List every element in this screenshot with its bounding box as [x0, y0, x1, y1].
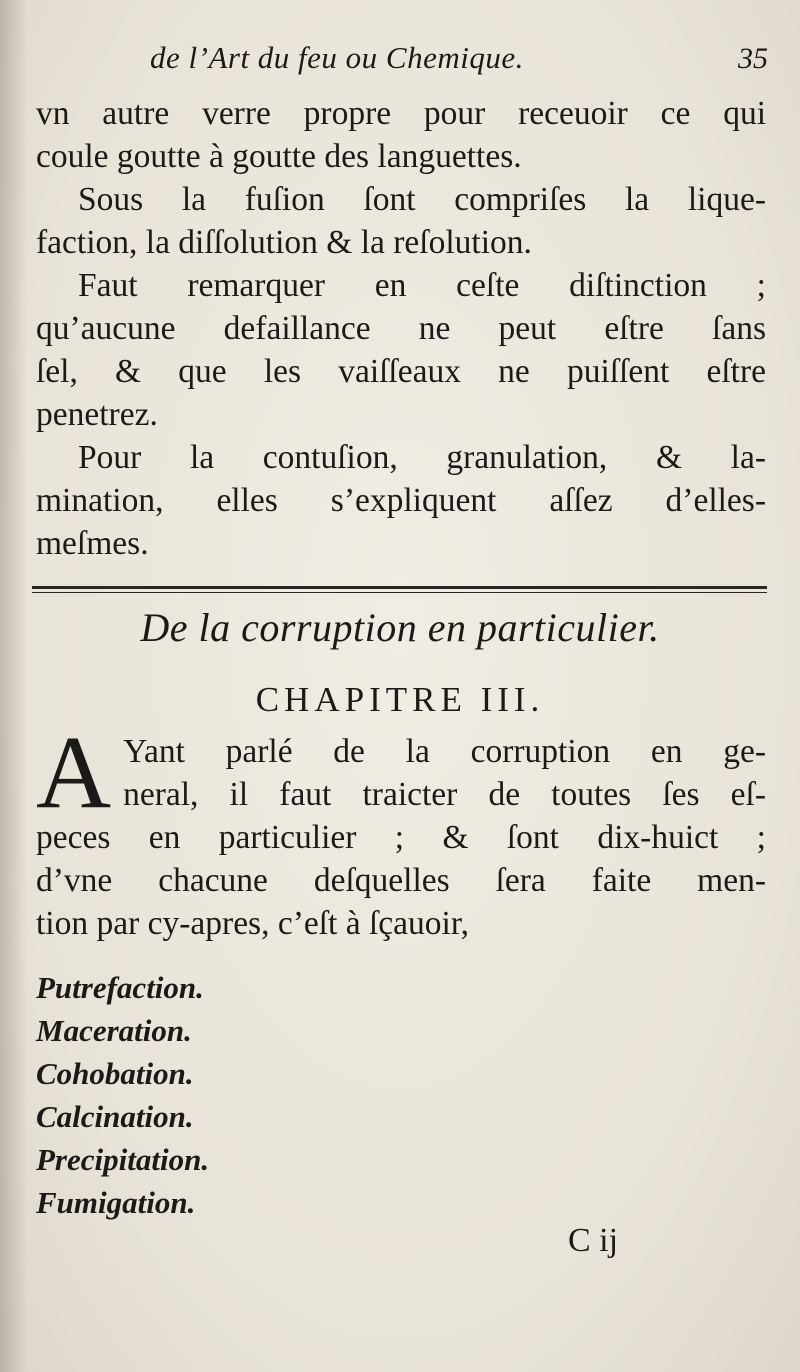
text-line: Faut remarquer en ceſte diſtinction ;	[78, 267, 766, 304]
list-item: Precipitation.	[36, 1142, 210, 1177]
list-item: Calcination.	[36, 1099, 194, 1134]
text-line: Pour la contuſion, granulation, & la-	[78, 439, 766, 476]
text-line: coule goutte à goutte des languettes.	[36, 138, 522, 175]
section-title: De la corruption en particulier.	[140, 605, 660, 650]
running-head	[0, 40, 800, 80]
text-line: meſmes.	[36, 525, 149, 562]
chapter-text	[36, 715, 766, 945]
list-item: Putrefaction.	[36, 970, 204, 1005]
list-item: Cohobation.	[36, 1056, 194, 1091]
text-line: ſel, & que les vaiſſeaux ne puiſſent eſtre	[36, 353, 766, 390]
text-line: Sous la fuſion ſont compriſes la lique-	[78, 181, 766, 218]
body-text	[36, 92, 766, 565]
corruption-species-list	[36, 966, 766, 1224]
text-line: neral, il faut traicter de toutes ſes eſ-	[123, 776, 766, 813]
running-head-title: de l’Art du feu ou Chemique.	[150, 40, 524, 75]
text-line: peces en particulier ; & ſont dix-huict ;	[36, 819, 766, 856]
page-number: 35	[738, 42, 768, 75]
text-line: d’vne chacune deſquelles ſera faite men-	[36, 862, 766, 899]
list-item: Fumigation.	[36, 1185, 196, 1220]
chapter-heading: CHAPITRE III.	[255, 680, 545, 719]
text-line: qu’aucune defaillance ne peut eſtre ſans	[36, 310, 766, 347]
text-line: Yant parlé de la corruption en ge-	[123, 733, 766, 770]
text-line: vn autre verre propre pour receuoir ce qui	[36, 95, 766, 132]
text-line: penetrez.	[36, 396, 158, 433]
text-line: mination, elles s’expliquent aſſez d’elles-	[36, 482, 766, 519]
list-item: Maceration.	[36, 1013, 192, 1048]
text-line: tion par cy-apres, c’eſt à ſçauoir,	[36, 905, 470, 942]
signature-mark: C ij	[568, 1222, 619, 1259]
text-line: faction, la diſſolution & la reſolution.	[36, 224, 532, 261]
section-divider-rule	[32, 586, 767, 593]
drop-cap: A	[36, 715, 112, 830]
